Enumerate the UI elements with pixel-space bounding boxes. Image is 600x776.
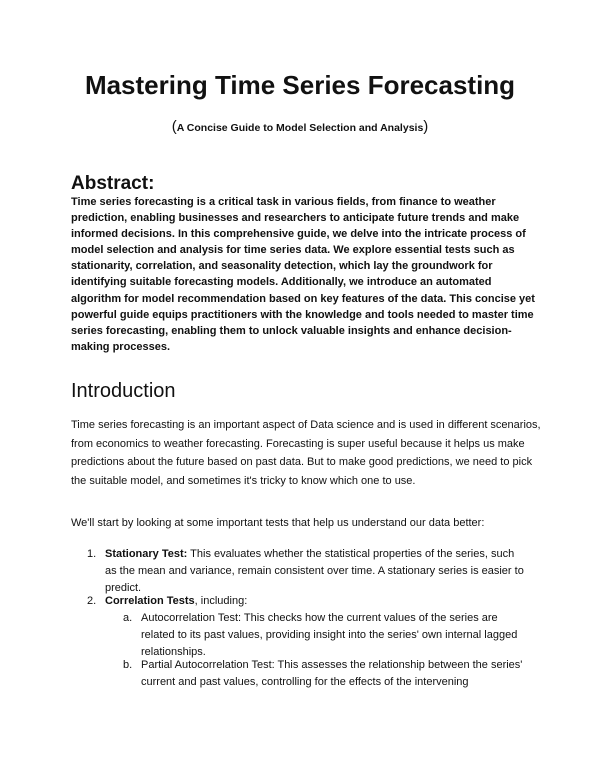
- abstract-heading: Abstract:: [71, 173, 155, 194]
- list-item-text: This evaluates whether the statistical properties of the series, such as the mean and variance, remain consistent over time. A stationary series is easier to predict.: [105, 548, 524, 594]
- list-item-label: Correlation Tests: [105, 595, 195, 607]
- list-item-stationary-test: [87, 546, 525, 597]
- page-title: Mastering Time Series Forecasting: [84, 70, 516, 100]
- sublist-marker: b.: [123, 659, 133, 671]
- introduction-heading: Introduction: [71, 380, 176, 402]
- sublist-item-partial-autocorrelation: [123, 657, 526, 691]
- sublist-marker: a.: [123, 612, 133, 624]
- list-item-correlation-tests: [87, 593, 525, 610]
- abstract-body: Time series forecasting is a critical task in various fields, from finance to weather prediction, enabling businesses and researchers to anticipate future trends and make informed decisions. In this comprehensive guide, we delve into the intricate process of model selection and analysis for time series data. We explore essential tests such as stationarity, correlation, and seasonality detection, which lay the groundwork for identifying suitable forecasting models. Additionally, we introduce an automated algorithm for model recommendation based on key features of the data. This concise yet powerful guide equips practitioners with the knowledge and tools needed to master time series forecasting, enabling them to unlock valuable insights and enhance decision-making processes.: [71, 196, 535, 353]
- list-item-text: , including:: [194, 595, 248, 607]
- subtitle-text: A Concise Guide to Model Selection and Analysis: [176, 122, 424, 134]
- list-marker: 2.: [87, 595, 97, 607]
- list-marker: 1.: [87, 548, 97, 560]
- introduction-paragraph: Time series forecasting is an important aspect of Data science and is used in different scenarios, from economics to weather forecasting. Forecasting is super useful because it helps us make predictions about the future based on past data. But to make good predictions, we need to pick the suitable model, and sometimes it's tricky to know which one to use.: [71, 419, 541, 487]
- sublist-item-text: Partial Autocorrelation Test: This assesses the relationship between the series' current and past values, controlling for the effects of the intervening: [141, 659, 523, 688]
- subtitle: [0, 118, 600, 135]
- subtitle-open-paren: (: [171, 118, 177, 135]
- sublist-item-autocorrelation: [123, 610, 526, 661]
- subtitle-close-paren: ): [423, 118, 429, 135]
- sublist-item-text: Autocorrelation Test: This checks how the current values of the series are related to its past values, providing insight into the series' own internal lagged relationships.: [141, 612, 518, 658]
- tests-lead-sentence: We'll start by looking at some important tests that help us understand our data better:: [71, 517, 485, 529]
- list-item-label: Stationary Test:: [105, 548, 188, 560]
